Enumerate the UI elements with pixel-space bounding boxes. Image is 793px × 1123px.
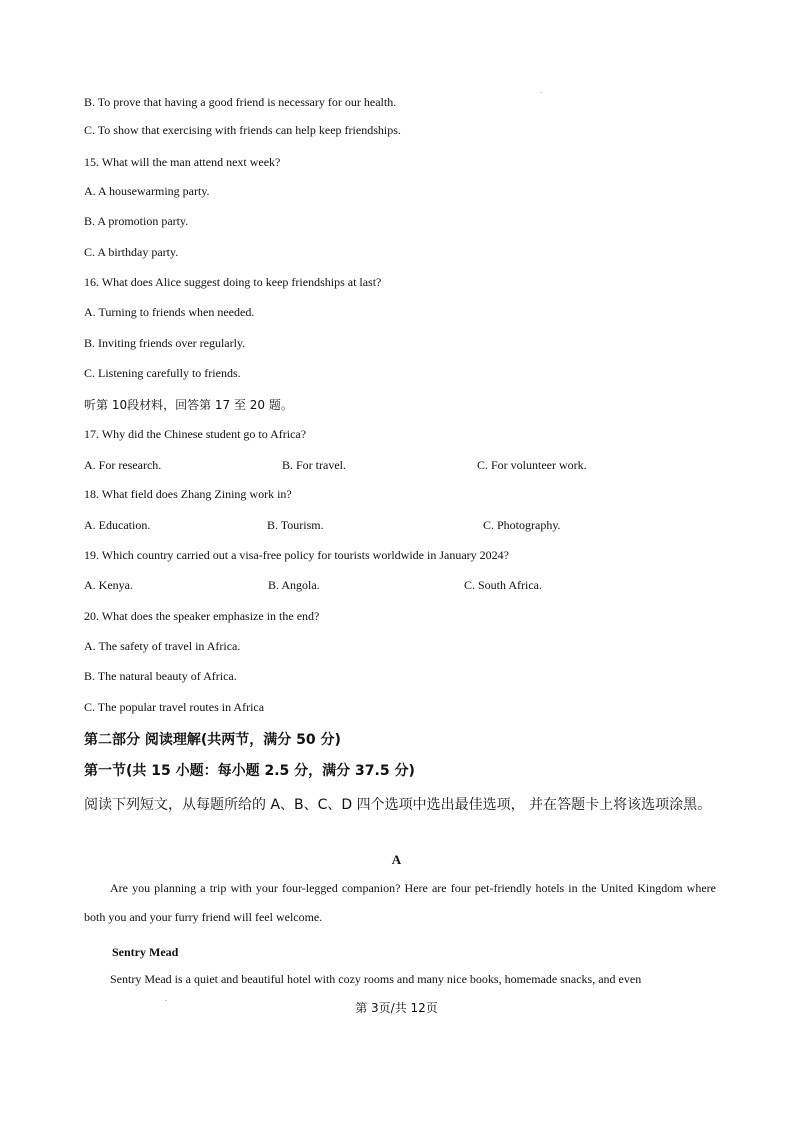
q17-question: 17. Why did the Chinese student go to Africa? [84,427,307,441]
q15-option-a: A. A housewarming party. [84,184,210,198]
q20-option-b: B. The natural beauty of Africa. [84,669,237,683]
q14-option-b: B. To prove that having a good friend is necessary for our health. [84,95,397,109]
q18-question: 18. What field does Zhang Zining work in? [84,487,292,501]
scan-dot: . [540,86,542,95]
passage-intro: Are you planning a trip with your four-legged companion? Here are four pet-friendly hotels in the United Kingdom where both you and your furry friend will feel welcome. [84,881,716,924]
hotel-description: Sentry Mead is a quiet and beautiful hotel with cozy rooms and many nice books, homemade snacks, and even [110,972,642,986]
page-footer: 第 3页/共 12页 [355,1001,438,1015]
q16-option-b: B. Inviting friends over regularly. [84,336,246,350]
q14-option-c: C. To show that exercising with friends can help keep friendships. [84,123,401,137]
scan-dot: . [165,994,167,1003]
q19-option-b: B. Angola. [268,578,320,592]
q17-option-a: A. For research. [84,458,162,472]
q16-question: 16. What does Alice suggest doing to keep friendships at last? [84,275,382,289]
q19-option-c: C. South Africa. [464,578,542,592]
q18-option-a: A. Education. [84,518,151,532]
q18-option-b: B. Tourism. [267,518,324,532]
q15-option-c: C. A birthday party. [84,245,179,259]
q15-option-b: B. A promotion party. [84,214,189,228]
section10-instruction: 听第 10段材料，回答第 17 至 20 题。 [84,398,293,412]
reading-instruction: 阅读下列短文，从每题所给的 A、B、C、D 四个选项中选出最佳选项， 并在答题卡上将该选项涂黑。 [84,797,712,813]
q19-option-a: A. Kenya. [84,578,133,592]
q17-option-b: B. For travel. [282,458,346,472]
q18-option-c: C. Photography. [483,518,561,532]
q20-option-a: A. The safety of travel in Africa. [84,639,241,653]
q15-question: 15. What will the man attend next week? [84,155,281,169]
q16-option-a: A. Turning to friends when needed. [84,305,255,319]
passage-letter: A [391,852,402,867]
section1-title: 第一节(共 15 小题：每小题 2.5 分，满分 37.5 分) [84,763,415,779]
q19-question: 19. Which country carried out a visa-free policy for tourists worldwide in January 2024? [84,548,509,562]
q16-option-c: C. Listening carefully to friends. [84,366,241,380]
part2-title: 第二部分 阅读理解(共两节，满分 50 分) [84,732,341,748]
q17-option-c: C. For volunteer work. [477,458,587,472]
q20-option-c: C. The popular travel routes in Africa [84,700,265,714]
hotel-name-sentry-mead: Sentry Mead [112,945,179,959]
q20-question: 20. What does the speaker emphasize in the end? [84,609,320,623]
